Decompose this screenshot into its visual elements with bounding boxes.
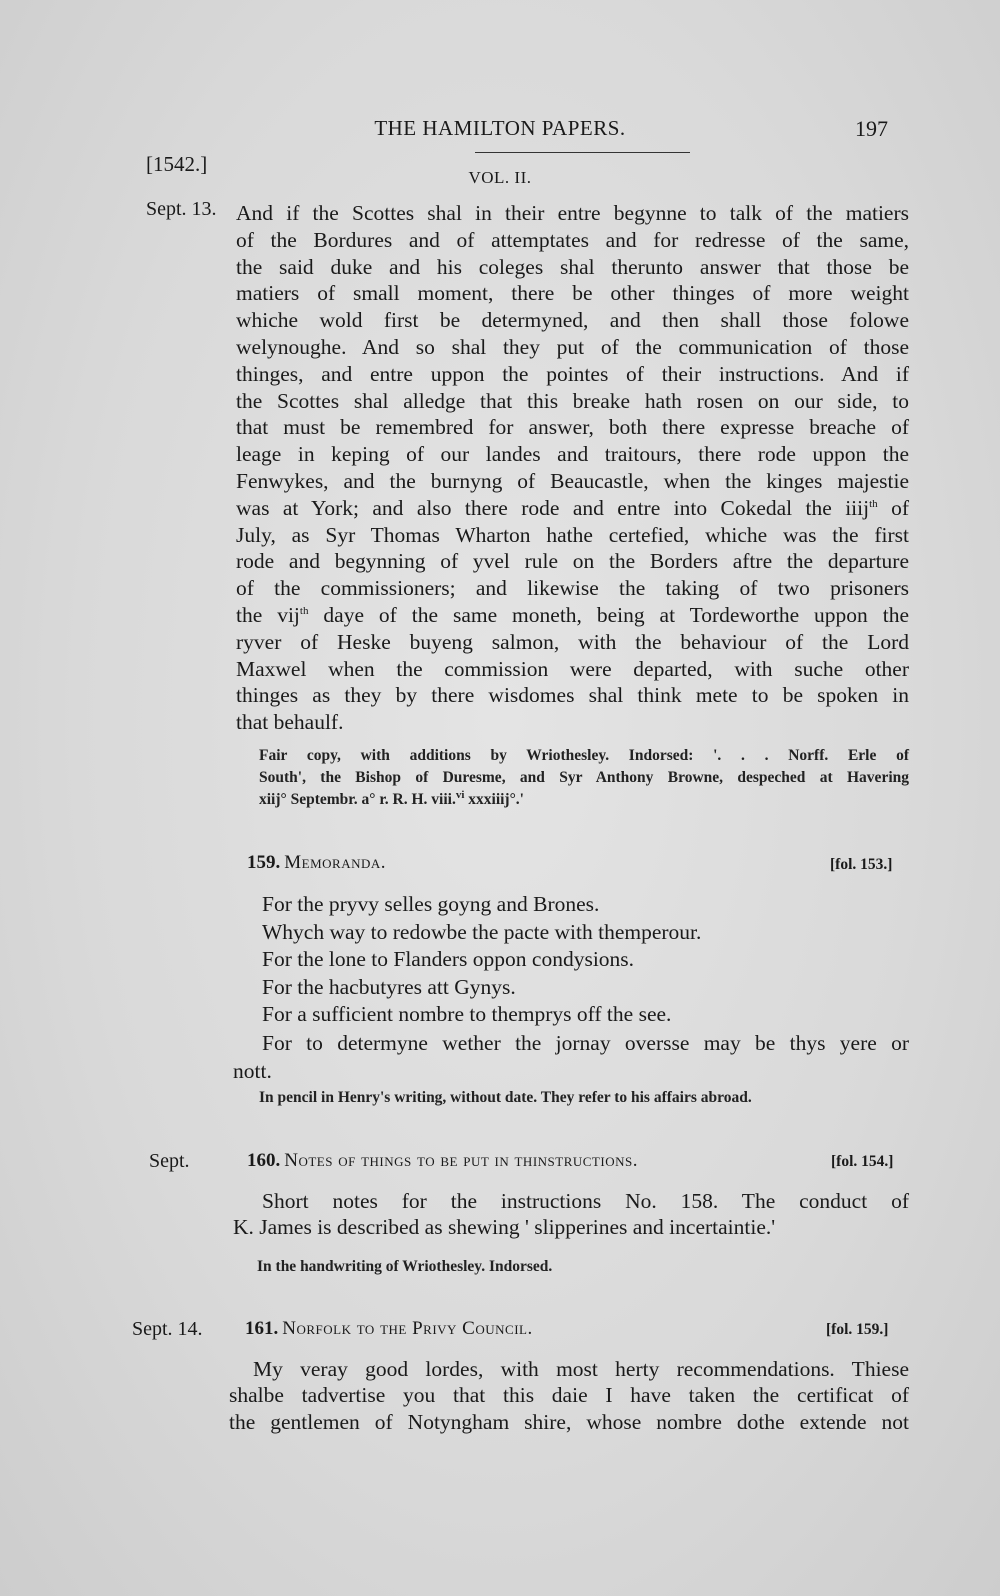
entry-159-heading	[247, 852, 386, 874]
text-line: whiche wold first be determyned, and then shall those folowe	[236, 308, 909, 333]
entry-160-note	[257, 1256, 552, 1278]
text-line: the said duke and his coleges shal therunto answer that those be	[236, 254, 909, 279]
volume-label: VOL. II.	[468, 168, 532, 187]
text-line: ryver of Heske buyeng salmon, with the behaviour of the Lord	[236, 629, 909, 654]
entry-161-text-1	[253, 1356, 909, 1383]
text-line: thinges as they by there wisdomes shal think mete to be spoken in	[236, 683, 909, 708]
folio-reference: [fol. 159.]	[826, 1321, 889, 1338]
text-line: rode and begynning of yvel rule on the Borders aftre the departure	[236, 549, 909, 574]
text-segment: xiij° Septembr. a° r. R. H. viii.	[259, 791, 456, 808]
margin-date: Sept. 14.	[132, 1318, 203, 1340]
list-item: For to determyne wether the jornay oversse may be thys yere or	[262, 1031, 909, 1055]
text-segment: xxxiiij°.'	[464, 791, 524, 808]
note-line: In the handwriting of Wriothesley. Indorsed.	[257, 1258, 553, 1275]
text-line: matiers of small moment, there be other thinges of more weight	[236, 281, 909, 306]
entry-number: 161.	[245, 1318, 279, 1339]
entry-title: Norfolk to the Privy Council.	[282, 1318, 533, 1339]
folio-reference: [fol. 154.]	[831, 1153, 894, 1170]
note-line	[259, 789, 909, 811]
text-segment: the vij	[236, 602, 300, 627]
superscript: th	[299, 604, 309, 617]
entry-158-text	[236, 200, 909, 736]
text-segment: was at York; and also there rode and entre into Cokedal the iiij	[236, 495, 870, 520]
text-line: of the commissioners; and likewise the taking of two prisoners	[236, 576, 909, 601]
running-title: THE HAMILTON PAPERS.	[374, 116, 626, 140]
entry-number: 159.	[247, 852, 281, 873]
entry-title: Memoranda.	[284, 852, 387, 873]
memoranda-last-item	[262, 1030, 909, 1057]
list-item: For the lone to Flanders oppon condysions.	[262, 947, 635, 971]
entry-160-text-1	[262, 1188, 909, 1215]
text-line: Fenwykes, and the burnyng of Beaucastle, when the kinges majestie	[236, 468, 909, 493]
text-segment: daye of the same moneth, being at Tordeworthe uppon the	[308, 602, 910, 627]
text-line	[236, 495, 909, 522]
note-line: Fair copy, with additions by Wriothesley. Indorsed: '. . . Norff. Erle of	[259, 747, 909, 764]
list-item: For the pryvy selles goyng and Brones.	[262, 892, 600, 916]
entry-160-text-2	[233, 1214, 775, 1241]
header-rule	[475, 152, 690, 153]
margin-date: Sept.	[149, 1150, 190, 1172]
entry-161-text-2	[229, 1382, 909, 1436]
text-line: Maxwel when the commission were departed, with suche other	[236, 656, 909, 681]
text-line: Short notes for the instructions No. 158. The conduct of	[262, 1189, 909, 1213]
text-line: And if the Scottes shal in their entre begynne to talk of the matiers	[236, 201, 909, 225]
entry-160-heading	[247, 1150, 638, 1172]
entry-161-heading	[245, 1318, 533, 1340]
text-line: K. James is described as shewing ' slipperines and incertaintie.'	[233, 1215, 776, 1239]
page-number: 197	[855, 116, 888, 141]
list-item: For a sufficient nombre to themprys off the see.	[262, 1002, 672, 1026]
text-line: of the Bordures and of attemptates and for redresse of the same,	[236, 227, 909, 252]
memoranda-last-item-end	[233, 1058, 272, 1085]
margin-date: Sept. 13.	[146, 198, 217, 220]
entry-title: Notes of things to be put in thinstructions.	[284, 1150, 638, 1171]
note-line: South', the Bishop of Duresme, and Syr Anthony Browne, despeched at Havering	[259, 769, 909, 786]
text-line: My veray good lordes, with most herty recommendations. Thiese	[253, 1357, 909, 1381]
list-item: nott.	[233, 1059, 272, 1083]
text-line	[236, 602, 909, 629]
superscript: vi	[455, 788, 465, 801]
text-line: thinges, and entre uppon the pointes of their instructions. And if	[236, 361, 909, 386]
text-line: that must be remembred for answer, both there expresse breache of	[236, 415, 909, 440]
text-line: the Scottes shal alledge that this breake hath rosen on our side, to	[236, 388, 909, 413]
text-line: welynoughe. And so shal they put of the communication of those	[236, 334, 909, 359]
text-segment: of	[877, 495, 909, 520]
text-line: leage in keping of our landes and traitours, there rode uppon the	[236, 442, 909, 467]
entry-158-note	[259, 745, 909, 811]
text-line: the gentlemen of Notyngham shire, whose nombre dothe extende not	[229, 1409, 909, 1434]
entry-number: 160.	[247, 1150, 281, 1171]
note-line: In pencil in Henry's writing, without date. They refer to his affairs abroad.	[259, 1089, 752, 1106]
year-marker: [1542.]	[146, 152, 208, 176]
folio-reference: [fol. 153.]	[830, 856, 893, 873]
text-line: that behaulf.	[236, 710, 344, 735]
text-line: July, as Syr Thomas Wharton hathe certefied, whiche was the first	[236, 522, 909, 547]
superscript: th	[869, 497, 878, 510]
text-line: shalbe tadvertise you that this daie I have taken the certificat of	[229, 1383, 909, 1407]
list-item: For the hacbutyres att Gynys.	[262, 974, 516, 999]
list-item: Whych way to redowbe the pacte with themperour.	[262, 919, 702, 944]
memoranda-list	[262, 891, 701, 1029]
entry-159-note	[259, 1087, 889, 1109]
